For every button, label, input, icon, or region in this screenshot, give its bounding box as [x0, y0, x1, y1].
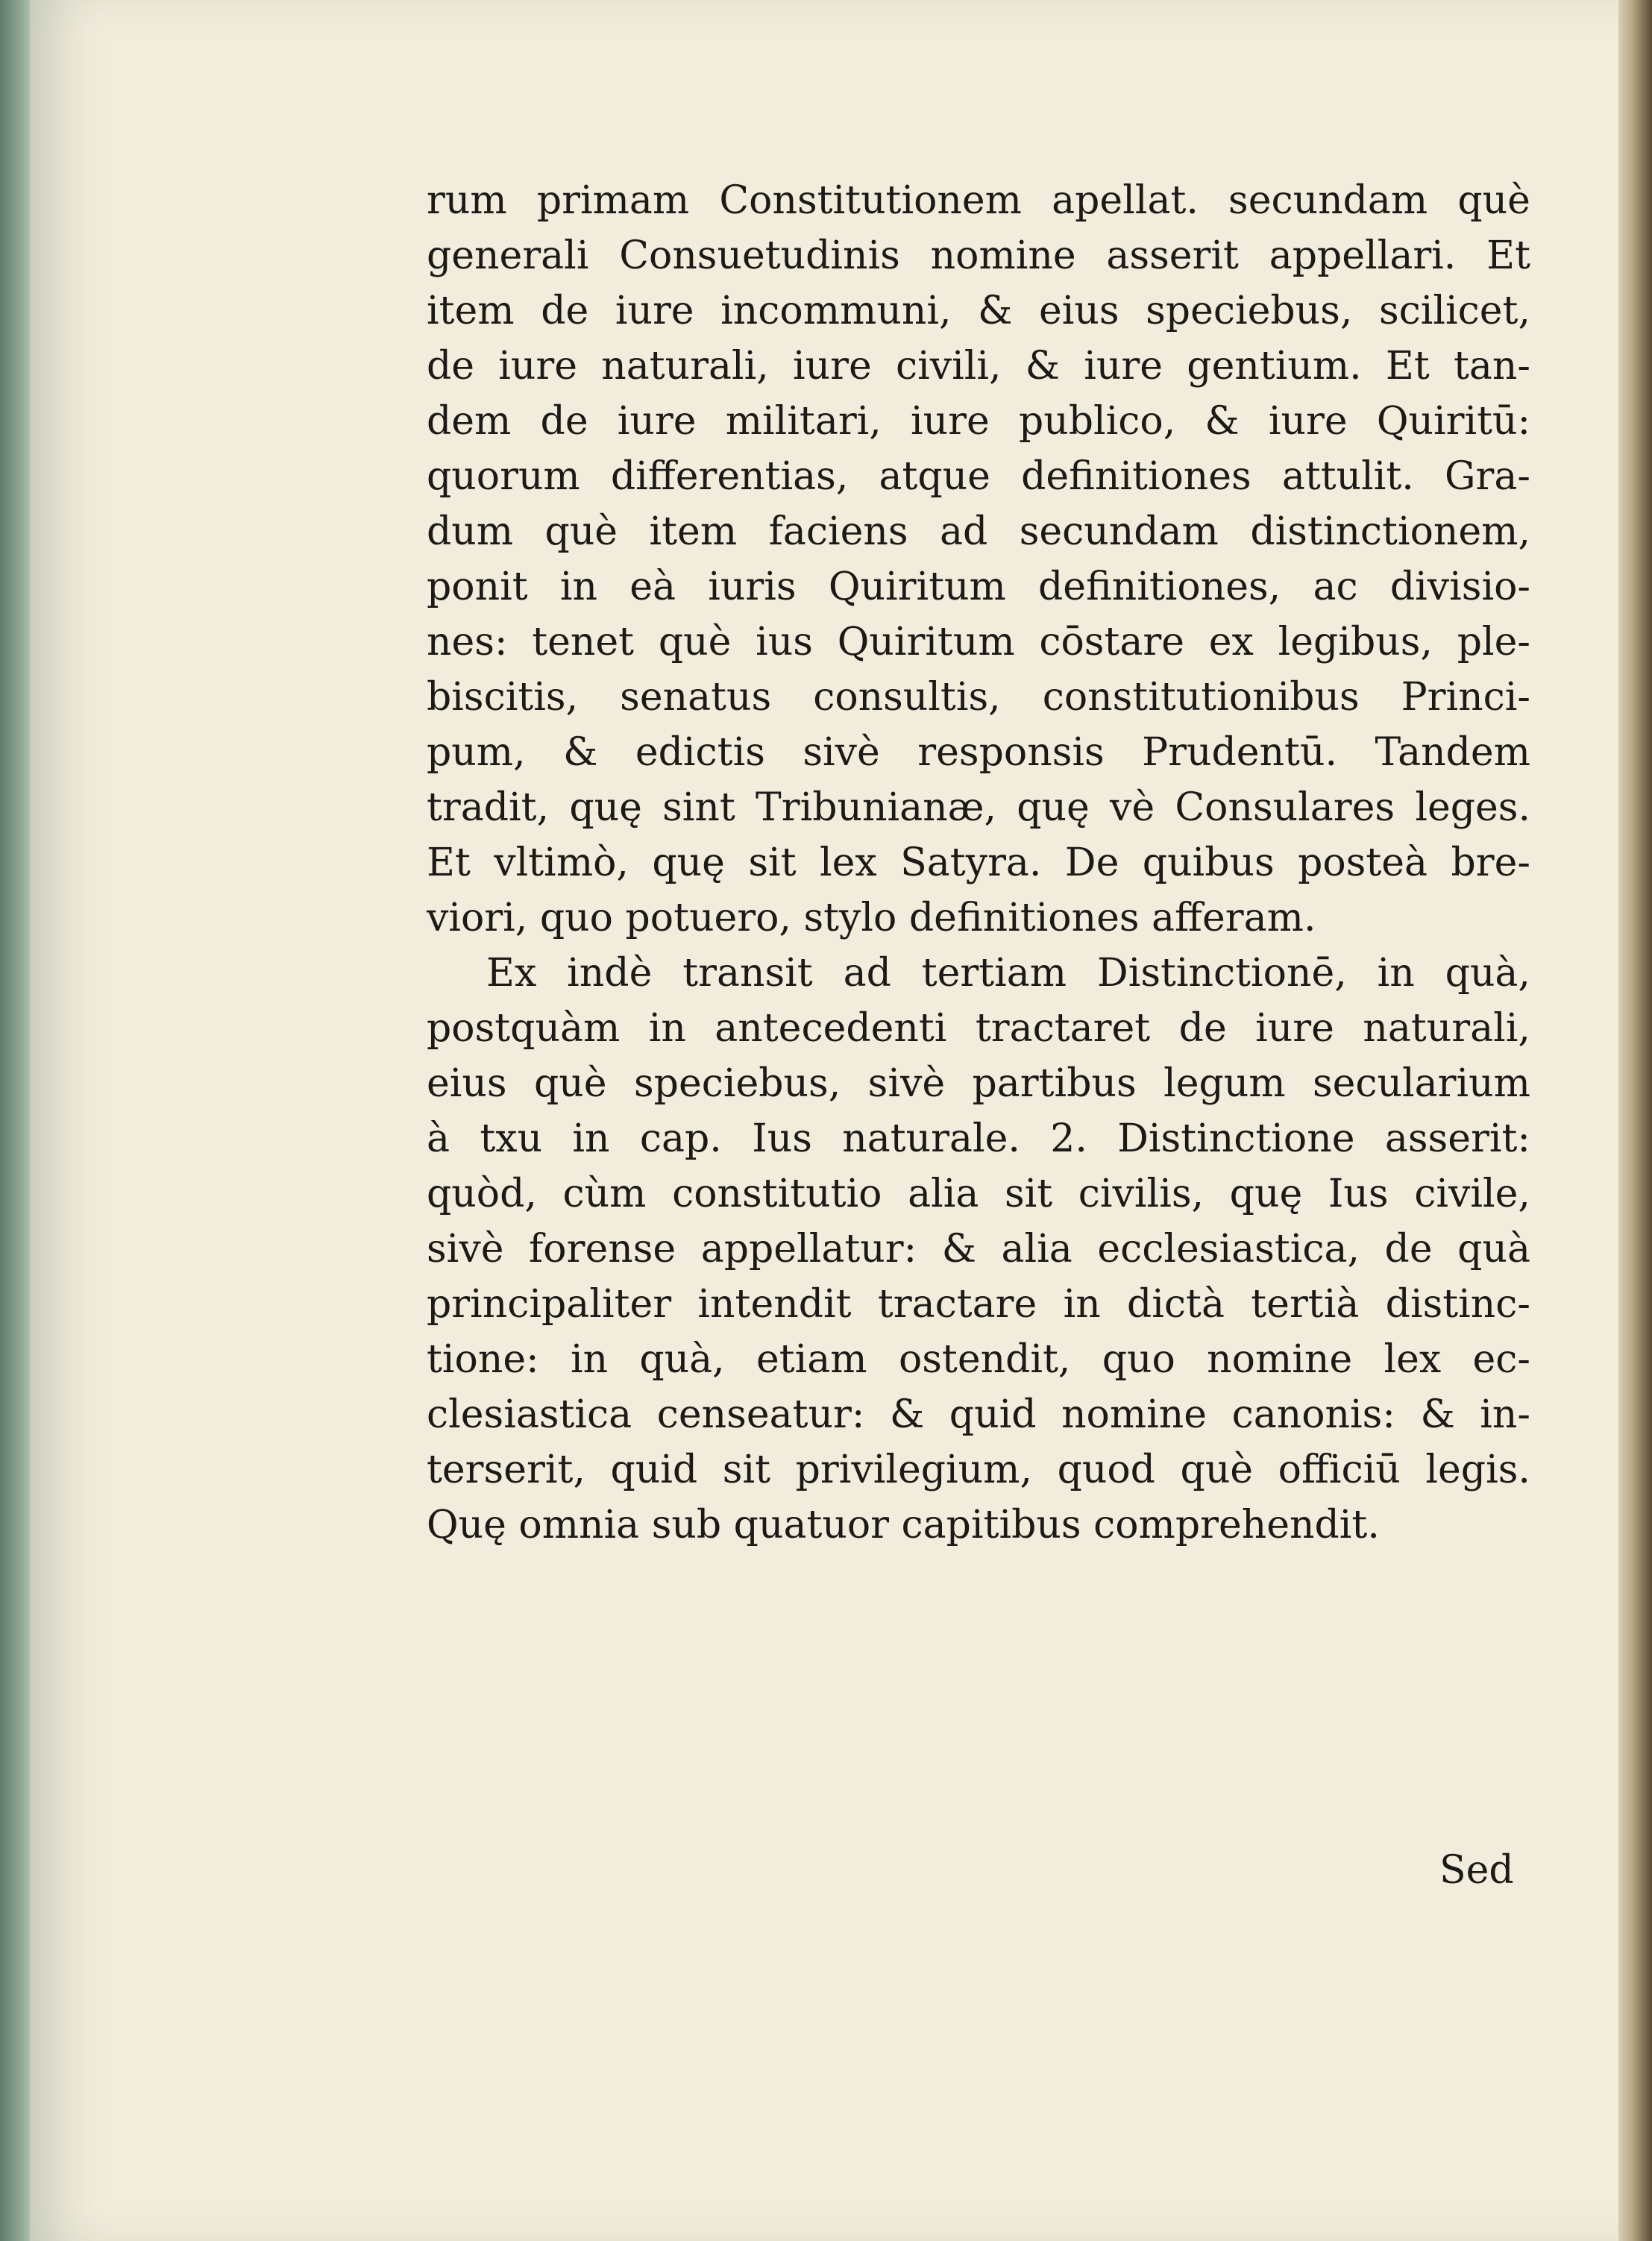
word: iure	[498, 344, 578, 389]
word: appellari.	[1269, 233, 1457, 278]
word: lex	[1384, 1337, 1442, 1382]
word: senatus	[620, 675, 772, 720]
text-line	[427, 1111, 1530, 1166]
text-line: Quę omnia sub quatuor capitibus comprehendit.	[427, 1503, 1380, 1547]
word: &	[1205, 399, 1240, 444]
word: iure	[1268, 399, 1348, 444]
word: speciebus,	[633, 1061, 841, 1106]
text-line	[427, 1166, 1530, 1222]
word: ius	[756, 620, 813, 664]
word: terserit,	[427, 1448, 585, 1492]
catchword: Sed	[1439, 1848, 1514, 1893]
text-line	[427, 1056, 1530, 1111]
word: gentium.	[1187, 344, 1362, 389]
word: biscitis,	[427, 675, 579, 720]
word: pum,	[427, 730, 526, 775]
text-line	[427, 1001, 1530, 1056]
word: Tribunianæ,	[756, 785, 996, 830]
word: tractare	[877, 1282, 1037, 1327]
word: divisio-	[1389, 565, 1530, 609]
word: leges.	[1415, 785, 1530, 830]
page-edge	[1618, 0, 1652, 2241]
word: distinctionem,	[1250, 509, 1530, 554]
word: vè	[1110, 785, 1155, 830]
word: à	[427, 1116, 450, 1161]
text-line	[427, 1222, 1530, 1277]
word: ec-	[1472, 1337, 1530, 1382]
word: eius	[1038, 289, 1119, 333]
word: ad	[843, 951, 891, 996]
word: speciebus,	[1146, 289, 1353, 333]
word: iure	[615, 289, 694, 333]
word: tertiam	[921, 951, 1067, 996]
word: in	[648, 1006, 686, 1051]
word: quid	[610, 1448, 698, 1492]
word: definitiones	[1021, 454, 1251, 499]
word: partibus	[972, 1061, 1137, 1106]
word: nes:	[427, 620, 508, 664]
word: in	[1377, 951, 1415, 996]
word: sivè	[427, 1227, 504, 1272]
word: attulit.	[1281, 454, 1414, 499]
word: distinc-	[1385, 1282, 1530, 1327]
word: iure	[1084, 344, 1163, 389]
word: nomine	[930, 233, 1076, 278]
word: posteà	[1298, 840, 1428, 885]
word: quod	[1057, 1448, 1155, 1492]
word: quę	[569, 785, 642, 830]
word: &	[889, 1392, 925, 1437]
word: quà,	[639, 1337, 725, 1382]
word: intendit	[697, 1282, 852, 1327]
text-line	[427, 173, 1530, 228]
text-line	[427, 394, 1530, 449]
word: edictis	[635, 730, 765, 775]
word: ecclesiastica,	[1097, 1227, 1360, 1272]
word: de	[541, 289, 589, 333]
word: tertià	[1251, 1282, 1360, 1327]
text-line	[427, 1277, 1530, 1332]
word: publico,	[1018, 399, 1176, 444]
word: consultis,	[813, 675, 1001, 720]
text-line	[427, 670, 1530, 725]
word: incommuni,	[720, 289, 952, 333]
word: Distinctione	[1117, 1116, 1355, 1161]
word: Et	[1385, 344, 1430, 389]
word: legum	[1163, 1061, 1286, 1106]
word: asserit	[1106, 233, 1239, 278]
text-line	[427, 504, 1530, 559]
word: &	[563, 730, 598, 775]
word: nomine	[1061, 1392, 1207, 1437]
word: sint	[662, 785, 735, 830]
word: scilicet,	[1378, 289, 1530, 333]
word: dictà	[1127, 1282, 1225, 1327]
word: què	[1180, 1448, 1254, 1492]
word: iure	[1255, 1006, 1334, 1051]
word: faciens	[768, 509, 908, 554]
word: què	[534, 1061, 607, 1106]
word: secularium	[1312, 1061, 1530, 1106]
word: quòd,	[427, 1172, 537, 1216]
word: rum	[427, 178, 507, 223]
word: cùm	[562, 1172, 647, 1216]
word: Satyra.	[900, 840, 1042, 885]
word: censeatur:	[656, 1392, 865, 1437]
word: quo	[1102, 1337, 1175, 1382]
word: civili,	[896, 344, 1002, 389]
word: iure	[793, 344, 872, 389]
word: quibus	[1142, 840, 1275, 885]
text-line	[427, 1387, 1530, 1442]
text-line	[427, 283, 1530, 339]
word: de	[427, 344, 475, 389]
word: tractaret	[975, 1006, 1151, 1051]
word: què	[1457, 178, 1530, 223]
word: Prudentū.	[1142, 730, 1337, 775]
text-line	[427, 615, 1530, 670]
word: Et	[1486, 233, 1530, 278]
word: in	[570, 1337, 609, 1382]
word: apellat.	[1052, 178, 1199, 223]
word: ponit	[427, 565, 528, 609]
word: primam	[536, 178, 690, 223]
word: privilegium,	[795, 1448, 1032, 1492]
word: &	[1420, 1392, 1455, 1437]
word: lex	[820, 840, 877, 885]
word: sit	[1004, 1172, 1053, 1216]
word: item	[427, 289, 515, 333]
word: etiam	[756, 1337, 867, 1382]
paragraph-2	[427, 946, 1530, 1553]
word: &	[941, 1227, 976, 1272]
word: dum	[427, 509, 514, 554]
word: sivè	[803, 730, 880, 775]
text-line: viori, quo potuero, stylo definitiones afferam.	[427, 896, 1316, 940]
text-line	[427, 1332, 1530, 1387]
word: legibus,	[1278, 620, 1433, 664]
word: Ius	[1328, 1172, 1389, 1216]
word: naturali,	[601, 344, 769, 389]
word: atque	[879, 454, 990, 499]
word: asserit:	[1384, 1116, 1530, 1161]
word: Ex	[486, 951, 537, 996]
word: Gra-	[1444, 454, 1530, 499]
word: vltimò,	[494, 840, 629, 885]
word: sit	[748, 840, 797, 885]
text-line	[427, 228, 1530, 283]
word: eius	[427, 1061, 507, 1106]
word: quid	[949, 1392, 1037, 1437]
word: tan-	[1453, 344, 1530, 389]
word: clesiastica	[427, 1392, 632, 1437]
word: sit	[722, 1448, 770, 1492]
word: postquàm	[427, 1006, 621, 1051]
text-block	[427, 173, 1530, 1553]
text-line	[427, 835, 1530, 890]
word: definitiones,	[1038, 565, 1281, 609]
text-line	[427, 449, 1530, 504]
word: naturale.	[842, 1116, 1020, 1161]
word: quę	[1017, 785, 1090, 830]
word: ad	[939, 509, 988, 554]
word: naturali,	[1363, 1006, 1530, 1051]
word: item	[649, 509, 738, 554]
word: forense	[529, 1227, 676, 1272]
word: secundam	[1228, 178, 1428, 223]
word: quà	[1457, 1227, 1530, 1272]
word: canonis:	[1231, 1392, 1395, 1437]
word: nomine	[1207, 1337, 1353, 1382]
word: cap.	[639, 1116, 722, 1161]
word: Distinctionē,	[1097, 951, 1347, 996]
word: quorum	[427, 454, 580, 499]
word: ple-	[1457, 620, 1530, 664]
text-line	[427, 559, 1530, 615]
text-line	[427, 1442, 1530, 1497]
word: iure	[911, 399, 990, 444]
word: Quiritū:	[1376, 399, 1530, 444]
word: alia	[1001, 1227, 1072, 1272]
word: tradit,	[427, 785, 550, 830]
word: in-	[1480, 1392, 1530, 1437]
word: què	[544, 509, 618, 554]
word: sivè	[867, 1061, 946, 1106]
word: legis.	[1425, 1448, 1530, 1492]
word: ex	[1208, 620, 1254, 664]
word: 2.	[1050, 1116, 1087, 1161]
paragraph-1	[427, 173, 1530, 946]
word: antecedenti	[714, 1006, 947, 1051]
word: què	[658, 620, 732, 664]
word: &	[978, 289, 1013, 333]
word: civile,	[1414, 1172, 1530, 1216]
word: txu	[480, 1116, 543, 1161]
word: Consuetudinis	[619, 233, 900, 278]
word: generali	[427, 233, 589, 278]
word: quę	[1229, 1172, 1303, 1216]
text-line	[427, 780, 1530, 835]
word: de	[1384, 1227, 1433, 1272]
word: iure	[617, 399, 697, 444]
word: eà	[629, 565, 676, 609]
word: constitutionibus	[1042, 675, 1360, 720]
word: Ius	[752, 1116, 812, 1161]
word: ac	[1313, 565, 1358, 609]
word: de	[540, 399, 588, 444]
word: differentias,	[610, 454, 849, 499]
word: Princi-	[1401, 675, 1530, 720]
word: tione:	[427, 1337, 539, 1382]
word: indè	[567, 951, 653, 996]
word: officiū	[1278, 1448, 1401, 1492]
word: in	[1063, 1282, 1101, 1327]
word: Consulares	[1175, 785, 1395, 830]
word: de	[1178, 1006, 1227, 1051]
word: Constitutionem	[719, 178, 1022, 223]
text-line	[427, 339, 1530, 394]
word: cōstare	[1039, 620, 1185, 664]
word: iuris	[708, 565, 797, 609]
word: quę	[652, 840, 725, 885]
word: militari,	[725, 399, 882, 444]
word: De	[1064, 840, 1119, 885]
text-line	[427, 725, 1530, 780]
word: responsis	[917, 730, 1105, 775]
word: in	[559, 565, 597, 609]
word: bre-	[1451, 840, 1530, 885]
text-line	[427, 946, 1530, 1001]
word: dem	[427, 399, 512, 444]
word: Tandem	[1375, 730, 1530, 775]
word: secundam	[1019, 509, 1219, 554]
word: Quiritum	[837, 620, 1015, 664]
word: Et	[427, 840, 471, 885]
word: transit	[682, 951, 813, 996]
word: principaliter	[427, 1282, 672, 1327]
word: alia	[908, 1172, 979, 1216]
word: in	[572, 1116, 610, 1161]
word: appellatur:	[700, 1227, 917, 1272]
word: ostendit,	[898, 1337, 1071, 1382]
word: civilis,	[1078, 1172, 1205, 1216]
word: &	[1025, 344, 1061, 389]
word: tenet	[532, 620, 635, 664]
word: constitutio	[672, 1172, 882, 1216]
word: Quiritum	[828, 565, 1006, 609]
word: quà,	[1445, 951, 1530, 996]
